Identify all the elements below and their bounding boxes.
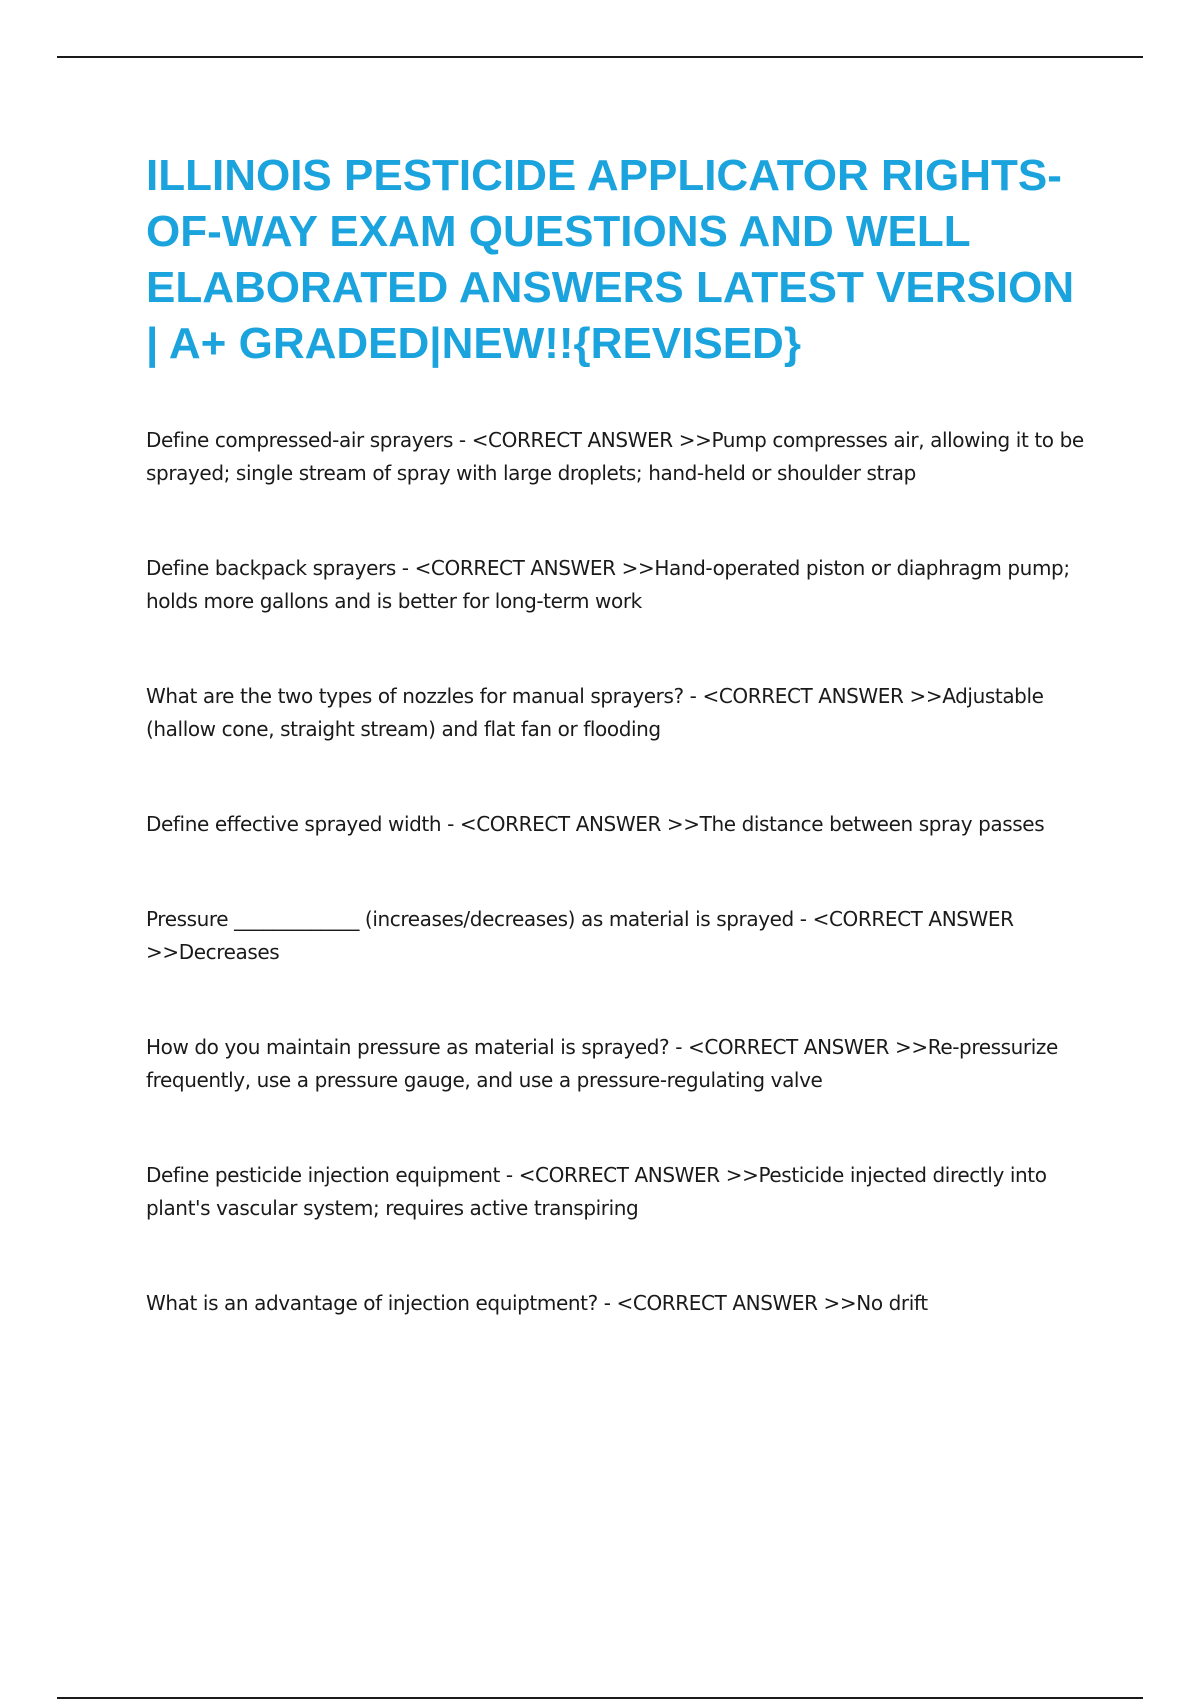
qa-list xyxy=(146,424,1096,1320)
qa-item: Define pesticide injection equipment - <CORRECT ANSWER >>Pesticide injected directly into plant's vascular system; requires active transpiring xyxy=(146,1163,1047,1220)
qa-item: Define compressed-air sprayers - <CORRECT ANSWER >>Pump compresses air, allowing it to be sprayed; single stream of spray with large droplets; hand-held or shoulder strap xyxy=(146,428,1084,485)
qa-item: What are the two types of nozzles for manual sprayers? - <CORRECT ANSWER >>Adjustable (hallow cone, straight stream) and flat fan or flooding xyxy=(146,684,1044,741)
top-rule xyxy=(57,56,1143,58)
qa-item: Define effective sprayed width - <CORRECT ANSWER >>The distance between spray passes xyxy=(146,812,1045,836)
qa-item: How do you maintain pressure as material is sprayed? - <CORRECT ANSWER >>Re-pressurize frequently, use a pressure gauge, and use a pressure-regulating valve xyxy=(146,1035,1058,1092)
document-body xyxy=(146,148,1096,1320)
bottom-rule xyxy=(57,1697,1143,1699)
qa-item: Define backpack sprayers - <CORRECT ANSWER >>Hand-operated piston or diaphragm pump; holds more gallons and is better for long-term work xyxy=(146,556,1070,613)
qa-item: What is an advantage of injection equiptment? - <CORRECT ANSWER >>No drift xyxy=(146,1291,928,1315)
qa-item: Pressure _____________ (increases/decreases) as material is sprayed - <CORRECT ANSWER >>Decreases xyxy=(146,907,1014,964)
document-title: ILLINOIS PESTICIDE APPLICATOR RIGHTS-OF-WAY EXAM QUESTIONS AND WELL ELABORATED ANSWERS LATEST VERSION | A+ GRADED|NEW!!{REVISED} xyxy=(146,151,1075,368)
